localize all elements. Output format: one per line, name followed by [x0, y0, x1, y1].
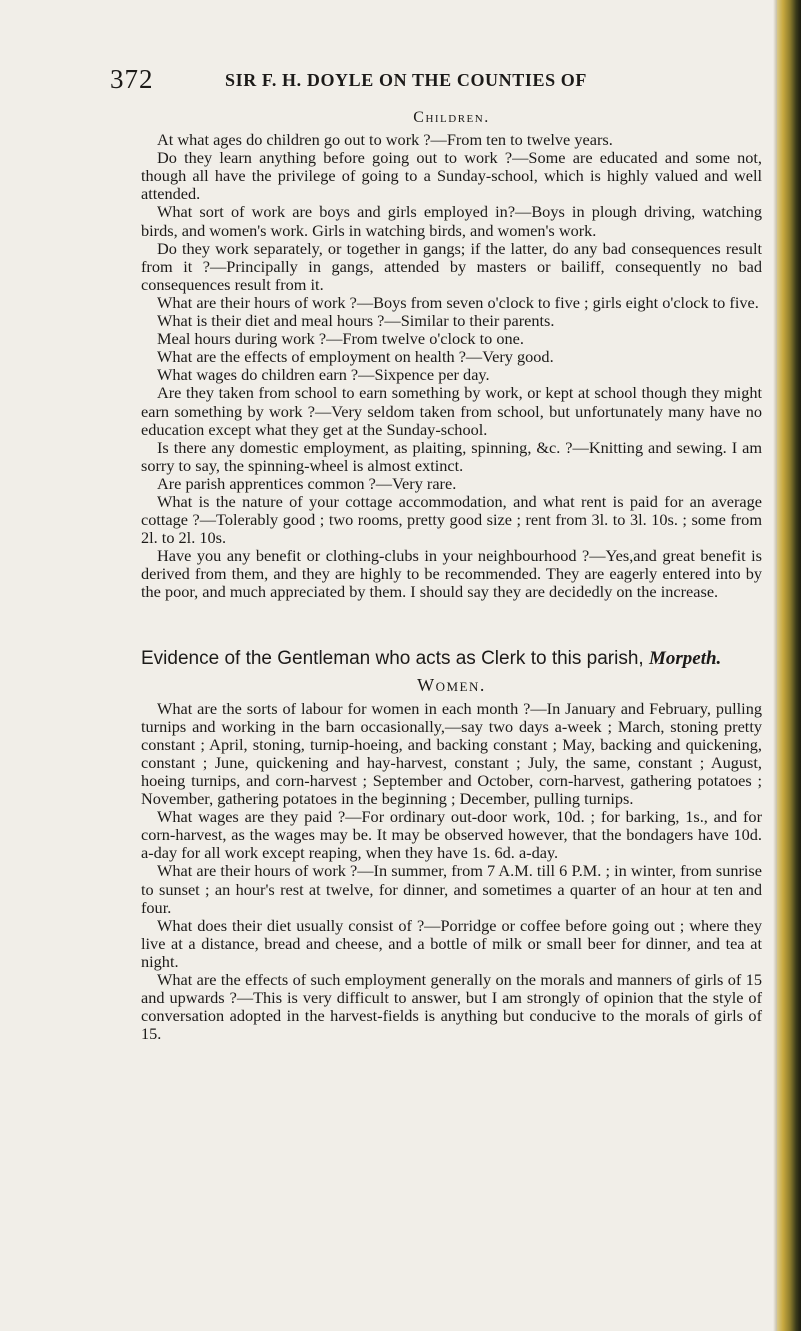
paragraph: What are their hours of work ?—In summer, from 7 A.M. till 6 P.M. ; in winter, from sunrise to sunset ; an hour's rest at twelve, for dinner, and sometimes a quarter of an hour at ten and four.: [141, 861, 762, 917]
paragraph: Have you any benefit or clothing-clubs in your neighbourhood ?—Yes,and great benefit is derived from them, and they are highly to be recommended. They are eagerly entered into by the poor, and much appreciated by them. I should say they are decidedly on the increase.: [141, 546, 762, 602]
paragraph: What wages are they paid ?—For ordinary out-door work, 10d. ; for barking, 1s., and for corn-harvest, as the wages may be. It may be observed however, that the bondagers have 10d. a-day for all work except reaping, when they have 1s. 6d. a-day.: [141, 807, 762, 863]
paragraph: At what ages do children go out to work ?—From ten to twelve years.: [157, 130, 613, 150]
paragraph: What is their diet and meal hours ?—Similar to their parents.: [157, 311, 555, 331]
paragraph: What are the sorts of labour for women in each month ?—In January and February, pulling turnips and working in the barn occasionally,—say two days a-week ; March, stoning pretty constant ; April, stoning, turnip-hoeing, and backing constant ; May, backing and quickening, constant ; June, quickening and hay-harvest, constant ; July, the same, constant ; August, hoeing turnips, and corn-harvest ; September and October, corn-harvest, gathering potatoes ; November, gathering potatoes in the beginning ; December, pulling turnips.: [141, 698, 762, 809]
paragraph: What does their diet usually consist of ?—Porridge or coffee before going out ; where they live at a distance, bread and cheese, and a bottle of milk or small beer for dinner, and tea at night.: [141, 915, 762, 971]
paragraph: Are parish apprentices common ?—Very rare.: [157, 473, 457, 493]
paragraph: What sort of work are boys and girls employed in?—Boys in plough driving, watching birds, and women's work. Girls in watching birds, and women's work.: [141, 202, 762, 240]
book-spine-edge: [777, 0, 801, 1331]
paragraph: What are the effects of such employment generally on the morals and manners of girls of 15 and upwards ?—This is very difficult to answer, but I am strongly of opinion that the style of conversation adopted in the harvest-fields is anything but conducive to the morals of girls of 15.: [141, 970, 762, 1044]
evidence-heading: [141, 648, 762, 670]
paragraph: What are their hours of work ?—Boys from seven o'clock to five ; girls eight o'clock to five.: [157, 292, 759, 312]
evidence-place: Morpeth.: [648, 647, 722, 669]
paragraph: Are they taken from school to earn something by work, or kept at school though they might earn something by work ?—Very seldom taken from school, but unfortunately many have no education except what they get at the Sunday-school.: [141, 383, 762, 439]
paragraph: Meal hours during work ?—From twelve o'clock to one.: [157, 329, 524, 349]
paragraph: What wages do children earn ?—Sixpence per day.: [157, 365, 490, 385]
running-head: SIR F. H. DOYLE ON THE COUNTIES OF: [225, 70, 587, 90]
section-title-children: Children.: [413, 109, 490, 126]
page-number: 372: [110, 64, 154, 94]
section-title-women: Women.: [417, 674, 486, 695]
paragraph: What are the effects of employment on health ?—Very good.: [157, 347, 554, 367]
paragraph: What is the nature of your cottage accommodation, and what rent is paid for an average cottage ?—Tolerably good ; two rooms, pretty good size ; rent from 3l. to 3l. 10s. ; some from 2l. to 2l. 10s.: [141, 491, 762, 548]
paragraph: Do they work separately, or together in gangs; if the latter, do any bad consequences result from it ?—Principally in gangs, attended by masters or bailiff, consequently no bad consequences result from it.: [141, 238, 762, 294]
body-text: [141, 109, 762, 1043]
paragraph: Do they learn anything before going out to work ?—Some are educated and some not, though all have the privilege of going to a Sunday-school, which is highly valued and well attended.: [141, 148, 762, 204]
evidence-text: Evidence of the Gentleman who acts as Clerk to this parish,: [141, 647, 644, 669]
page-header: [110, 64, 750, 94]
paragraph: Is there any domestic employment, as plaiting, spinning, &c. ?—Knitting and sewing. I am sorry to say, the spinning-wheel is almost extinct.: [141, 437, 762, 475]
